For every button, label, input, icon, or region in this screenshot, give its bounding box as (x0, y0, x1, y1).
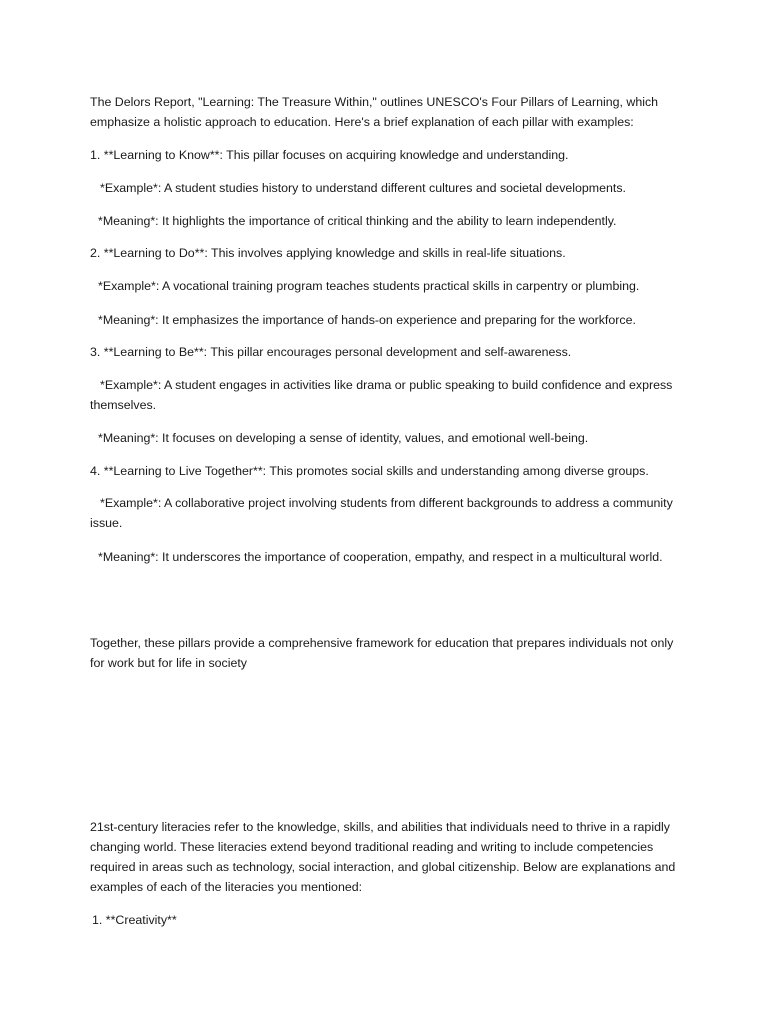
pillar-1-heading: 1. **Learning to Know**: This pillar focuses on acquiring knowledge and understanding. (90, 148, 569, 162)
section1-intro: The Delors Report, "Learning: The Treasure Within," outlines UNESCO's Four Pillars of Learning, which emphasize a holistic approach to education. Here's a brief explanation of each pillar with examples: (90, 95, 659, 129)
pillar-4-heading: 4. **Learning to Live Together**: This promotes social skills and understanding among diverse groups. (90, 464, 649, 478)
pillar-3-meaning: *Meaning*: It focuses on developing a sense of identity, values, and emotional well-being. (98, 431, 589, 445)
pillar-4-example: *Example*: A collaborative project involving students from different backgrounds to address a community issue. (90, 496, 673, 530)
pillar-1-example: *Example*: A student studies history to understand different cultures and societal developments. (100, 181, 626, 195)
section2-intro: 21st-century literacies refer to the knowledge, skills, and abilities that individuals need to thrive in a rapidly changing world. These literacies extend beyond traditional reading and writing to include competencies required in areas such as technology, social interaction, and global citizenship. Below are explanations and examples of each of the literacies you mentioned: (90, 820, 676, 894)
literacy-item-1: 1. **Creativity** (92, 913, 177, 927)
pillar-2-meaning: *Meaning*: It emphasizes the importance of hands-on experience and preparing for the workforce. (98, 313, 636, 327)
pillar-3-example: *Example*: A student engages in activities like drama or public speaking to build confidence and express themselves. (90, 378, 673, 412)
pillar-2-example: *Example*: A vocational training program teaches students practical skills in carpentry or plumbing. (98, 279, 640, 293)
pillar-1-meaning: *Meaning*: It highlights the importance of critical thinking and the ability to learn independently. (98, 214, 617, 228)
pillar-4-meaning: *Meaning*: It underscores the importance of cooperation, empathy, and respect in a multicultural world. (98, 550, 663, 564)
section1-conclusion: Together, these pillars provide a comprehensive framework for education that prepares individuals not only for work but for life in society (90, 636, 674, 670)
pillar-3-heading: 3. **Learning to Be**: This pillar encourages personal development and self-awareness. (90, 345, 572, 359)
pillar-2-heading: 2. **Learning to Do**: This involves applying knowledge and skills in real-life situations. (90, 246, 566, 260)
